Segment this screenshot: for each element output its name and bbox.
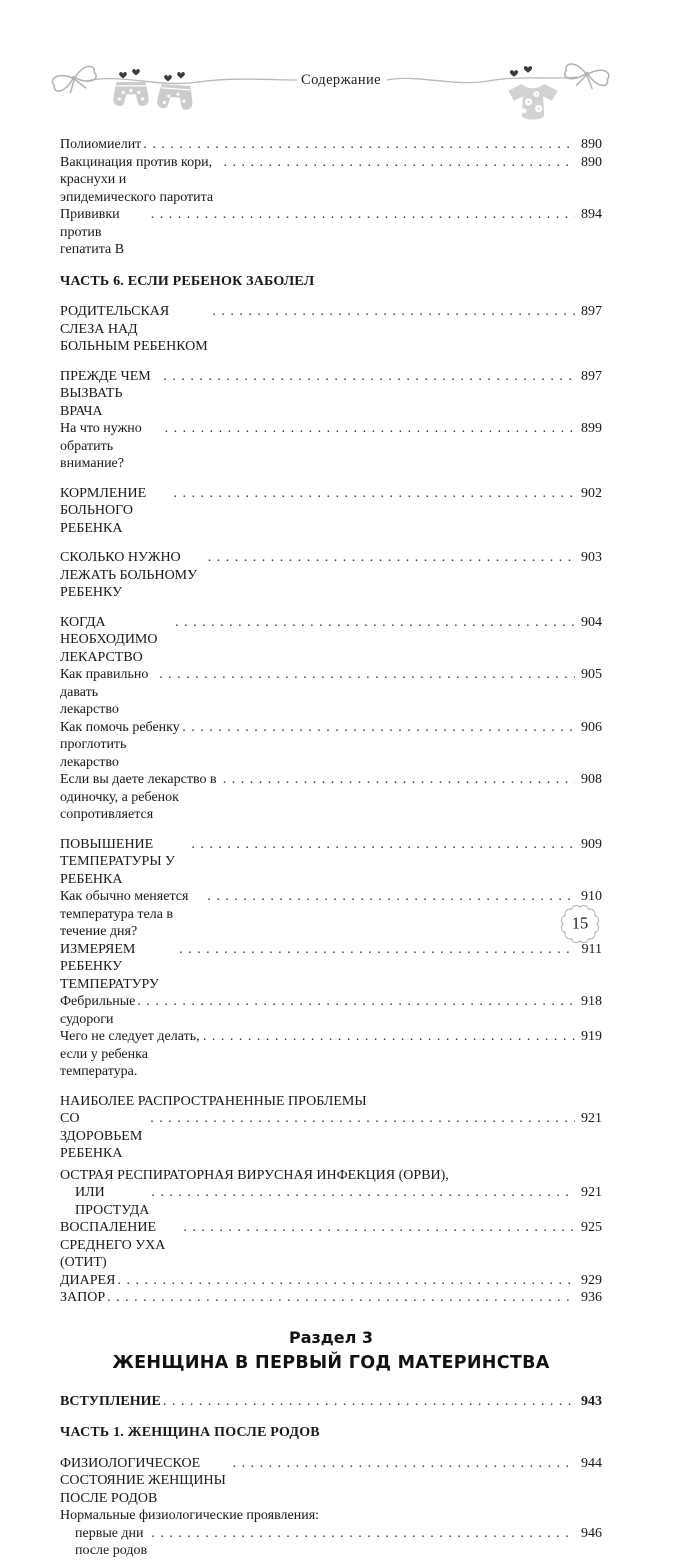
toc-entry-label: ВСТУПЛЕНИЕ: [60, 1393, 161, 1409]
toc-page-number: 921: [581, 1185, 602, 1200]
toc-entry: [60, 1525, 602, 1560]
toc-entry: [60, 719, 602, 772]
toc-page-number: 897: [581, 304, 602, 319]
leader-dots: [151, 206, 575, 224]
toc-entry-label: Как обычно меняется температура тела в течение дня?: [60, 889, 192, 939]
toc-entry: [60, 485, 602, 538]
leader-dots: [151, 1184, 575, 1202]
toc-entry-label: Полиомиелит: [60, 137, 142, 152]
leader-dots: [150, 1110, 575, 1128]
toc-page-number: 943: [581, 1393, 602, 1409]
toc-page-number: 904: [581, 614, 602, 630]
toc-entry-label: ПОВЫШЕНИЕ ТЕМПЕРАТУРЫ У РЕБЕНКА: [60, 836, 179, 887]
leader-dots: [223, 771, 575, 789]
leader-dots: [163, 1393, 575, 1411]
toc-page-number: 899: [581, 421, 602, 436]
leader-dots: [165, 420, 575, 438]
leader-dots: [137, 993, 575, 1011]
toc-page-number: 897: [581, 368, 602, 384]
toc-entry-label: Если вы даете лекарство в одиночку, а ребенок сопротивляется: [60, 772, 221, 822]
toc-entry: [60, 1167, 602, 1185]
leader-dots: [107, 1289, 575, 1307]
toc-entry: [60, 614, 602, 667]
leader-dots: [233, 1455, 575, 1473]
toc-page-number: 925: [581, 1220, 602, 1235]
toc-entry: [60, 1393, 602, 1411]
leader-dots: [224, 154, 575, 172]
toc-entry-label: Чего не следует делать, если у ребенка температура.: [60, 1029, 204, 1079]
section-divider: [60, 1329, 602, 1373]
toc-entry-label: Как помочь ребенку проглотить лекарство: [60, 719, 184, 770]
toc-entry-label: Прививки против гепатита В: [60, 207, 125, 257]
leader-dots: [163, 368, 575, 386]
leader-dots: [207, 888, 575, 906]
leader-dots: [191, 836, 575, 854]
leader-dots: [203, 1028, 575, 1046]
toc-entry: [60, 420, 602, 473]
toc-entry-label: ЧАСТЬ 1. ЖЕНЩИНА ПОСЛЕ РОДОВ: [60, 1425, 320, 1440]
toc-list: [60, 136, 602, 1560]
toc-part-heading: [60, 1424, 602, 1442]
toc-entry: [60, 771, 602, 824]
toc-entry: [60, 1110, 602, 1163]
toc-page-number: 919: [581, 1029, 602, 1044]
toc-entry: [60, 549, 602, 602]
toc-page-number: 944: [581, 1455, 602, 1471]
leader-dots: [208, 549, 575, 567]
toc-entry-label: Вакцинация против кори, краснухи и эпидемического паротита: [60, 154, 216, 205]
toc-entry: [60, 666, 602, 719]
toc-entry: [60, 1184, 602, 1219]
toc-page-number: 890: [581, 154, 602, 170]
folio-number: 15: [571, 913, 589, 933]
leader-dots: [175, 614, 575, 632]
toc-entry-label: НАИБОЛЕЕ РАСПРОСТРАНЕННЫЕ ПРОБЛЕМЫ: [60, 1093, 367, 1109]
toc-entry-label: РОДИТЕЛЬСКАЯ СЛЕЗА НАД БОЛЬНЫМ РЕБЕНКОМ: [60, 304, 208, 354]
toc-entry-label: ЧАСТЬ 6. ЕСЛИ РЕБЕНОК ЗАБОЛЕЛ: [60, 273, 315, 289]
toc-entry-label: первые дни после родов: [75, 1525, 148, 1558]
toc-page-number: 911: [581, 941, 602, 957]
leader-dots: [159, 666, 575, 684]
toc-entry: [60, 1219, 602, 1272]
toc-entry-label: Как правильно давать лекарство: [60, 667, 152, 717]
header-decoration: [0, 0, 682, 135]
toc-entry-label: ИЗМЕРЯЕМ РЕБЕНКУ ТЕМПЕРАТУРУ: [60, 941, 159, 992]
toc-entry: [60, 303, 602, 356]
toc-page-number: 936: [581, 1290, 602, 1305]
leader-dots: [182, 719, 575, 737]
toc-entry-label: ЗАПОР: [60, 1290, 106, 1305]
toc-entry-label: Фебрильные судороги: [60, 994, 139, 1027]
toc-entry-label: На что нужно обратить внимание?: [60, 421, 146, 471]
toc-entry: [60, 941, 602, 994]
toc-entry-label: ДИАРЕЯ: [60, 1272, 116, 1288]
leader-dots: [151, 1525, 575, 1543]
toc-page-number: 946: [581, 1525, 602, 1541]
toc-entry: [60, 1507, 602, 1525]
toc-page-number: 909: [581, 836, 602, 852]
toc-part-heading: [60, 273, 602, 291]
toc-page-number: 905: [581, 667, 602, 682]
toc-page-number: 908: [581, 772, 602, 787]
leader-dots: [212, 303, 575, 321]
toc-page-number: 918: [581, 994, 602, 1009]
baby-onesie-icon: [508, 84, 557, 120]
toc-page-number: 929: [581, 1272, 602, 1288]
toc-entry-label: КОРМЛЕНИЕ БОЛЬНОГО РЕБЕНКА: [60, 485, 150, 536]
toc-page-number: 894: [581, 207, 602, 222]
toc-entry: [60, 888, 602, 941]
toc-entry-label: Нормальные физиологические проявления:: [60, 1508, 320, 1523]
toc-page-number: 906: [581, 719, 602, 735]
leader-dots: [143, 136, 575, 154]
toc-entry-label: ВОСПАЛЕНИЕ СРЕДНЕГО УХА (ОТИТ): [60, 1220, 169, 1270]
toc-entry: [60, 836, 602, 889]
leader-dots: [183, 1219, 575, 1237]
toc-entry: [60, 368, 602, 421]
leader-dots: [117, 1272, 575, 1290]
toc-entry: [60, 1289, 602, 1307]
folio-badge: [556, 900, 604, 948]
toc-page-number: 903: [581, 550, 602, 565]
leader-dots: [173, 485, 575, 503]
toc-entry: [60, 136, 602, 154]
toc-page-number: 902: [581, 485, 602, 501]
toc-entry-label: ПРЕЖДЕ ЧЕМ ВЫЗВАТЬ ВРАЧА: [60, 368, 155, 419]
toc-entry-label: ИЛИ ПРОСТУДА: [75, 1185, 150, 1218]
toc-page-number: 890: [581, 137, 602, 152]
page-header-title: Содержание: [301, 72, 381, 88]
toc-entry: [60, 1272, 602, 1290]
toc-entry: [60, 1455, 602, 1508]
toc-page-number: 910: [581, 889, 602, 904]
toc-entry-label: ОСТРАЯ РЕСПИРАТОРНАЯ ВИРУСНАЯ ИНФЕКЦИЯ (ОРВИ),: [60, 1167, 449, 1183]
toc-entry-label: КОГДА НЕОБХОДИМО ЛЕКАРСТВО: [60, 614, 161, 665]
section-kicker: Раздел 3: [288, 1327, 373, 1347]
toc-entry: [60, 206, 602, 259]
toc-entry-label: СКОЛЬКО НУЖНО ЛЕЖАТЬ БОЛЬНОМУ РЕБЕНКУ: [60, 550, 201, 600]
toc-page-number: 921: [581, 1111, 602, 1126]
leader-dots: [179, 941, 575, 959]
toc-entry: [60, 1093, 602, 1111]
toc-entry: [60, 1028, 602, 1081]
toc-entry-label: СО ЗДОРОВЬЕМ РЕБЕНКА: [60, 1111, 146, 1161]
toc-entry: [60, 993, 602, 1028]
toc-entry: [60, 154, 602, 207]
toc-entry-label: ФИЗИОЛОГИЧЕСКОЕ СОСТОЯНИЕ ЖЕНЩИНЫ ПОСЛЕ РОДОВ: [60, 1455, 230, 1506]
section-title: ЖЕНЩИНА В ПЕРВЫЙ ГОД МАТЕРИНСТВА: [112, 1353, 550, 1373]
